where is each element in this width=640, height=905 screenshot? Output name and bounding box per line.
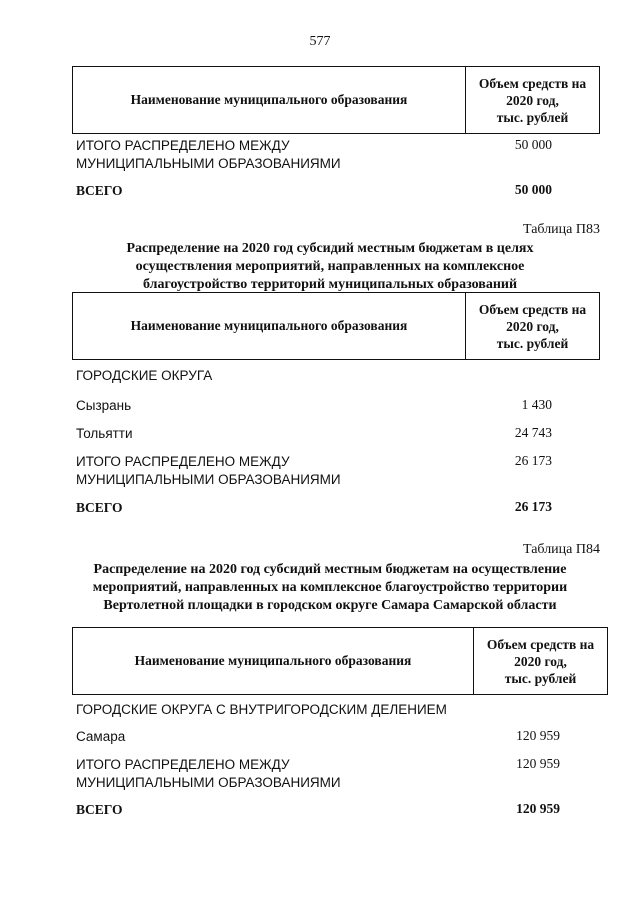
- total-distributed-label: ИТОГО РАСПРЕДЕЛЕНО МЕЖДУ МУНИЦИПАЛЬНЫМИ ОБРАЗОВАНИЯМИ: [76, 138, 341, 171]
- table-header: [72, 292, 600, 360]
- total-distributed-label: ИТОГО РАСПРЕДЕЛЕНО МЕЖДУ МУНИЦИПАЛЬНЫМИ ОБРАЗОВАНИЯМИ: [76, 454, 341, 487]
- table-row-name: Самара: [76, 729, 126, 744]
- grand-total-label: ВСЕГО: [76, 183, 123, 198]
- header-volume-col: Объем средств на 2020 год, тыс. рублей: [473, 628, 607, 694]
- grand-total-value: 50 000: [514, 182, 552, 197]
- grand-total-value: 120 959: [516, 801, 560, 816]
- grand-total-label: ВСЕГО: [76, 500, 123, 515]
- header-name-col: Наименование муниципального образования: [130, 318, 408, 333]
- table-row-value: 120 959: [516, 728, 560, 743]
- page-number: 577: [309, 34, 331, 49]
- table-label-p84: Таблица П84: [523, 542, 600, 557]
- header-volume-col: Объем средств на 2020 год, тыс. рублей: [465, 293, 599, 359]
- header-name-col: Наименование муниципального образования: [130, 92, 408, 107]
- total-distributed-value: 50 000: [514, 137, 552, 152]
- table-label-p83: Таблица П83: [523, 222, 600, 237]
- table-row-name: Тольятти: [76, 426, 133, 441]
- section-heading: ГОРОДСКИЕ ОКРУГА С ВНУТРИГОРОДСКИМ ДЕЛЕНИЕМ: [76, 702, 447, 717]
- table-row-name: Сызрань: [76, 398, 132, 413]
- total-distributed-label: ИТОГО РАСПРЕДЕЛЕНО МЕЖДУ МУНИЦИПАЛЬНЫМИ ОБРАЗОВАНИЯМИ: [76, 757, 341, 790]
- table-row-value: 24 743: [514, 425, 552, 440]
- total-distributed-value: 26 173: [514, 453, 552, 468]
- header-name-col: Наименование муниципального образования: [134, 653, 412, 668]
- table-title-p83: Распределение на 2020 год субсидий местным бюджетам в целях осуществления мероприятий, направленных на комплексное благоустройство территорий муниципальных образований: [126, 241, 534, 292]
- grand-total-label: ВСЕГО: [76, 802, 123, 817]
- section-heading: ГОРОДСКИЕ ОКРУГА: [76, 368, 213, 383]
- header-volume-col: Объем средств на 2020 год, тыс. рублей: [465, 67, 599, 133]
- total-distributed-value: 120 959: [516, 756, 560, 771]
- table-header: [72, 627, 608, 695]
- table-row-value: 1 430: [521, 397, 552, 412]
- table-title-p84: Распределение на 2020 год субсидий местным бюджетам на осуществление мероприятий, направленных на комплексное благоустройство территории Вертолетной площадки в городском округе Самара Самарской области: [92, 562, 568, 613]
- grand-total-value: 26 173: [514, 499, 552, 514]
- table-header: [72, 66, 600, 134]
